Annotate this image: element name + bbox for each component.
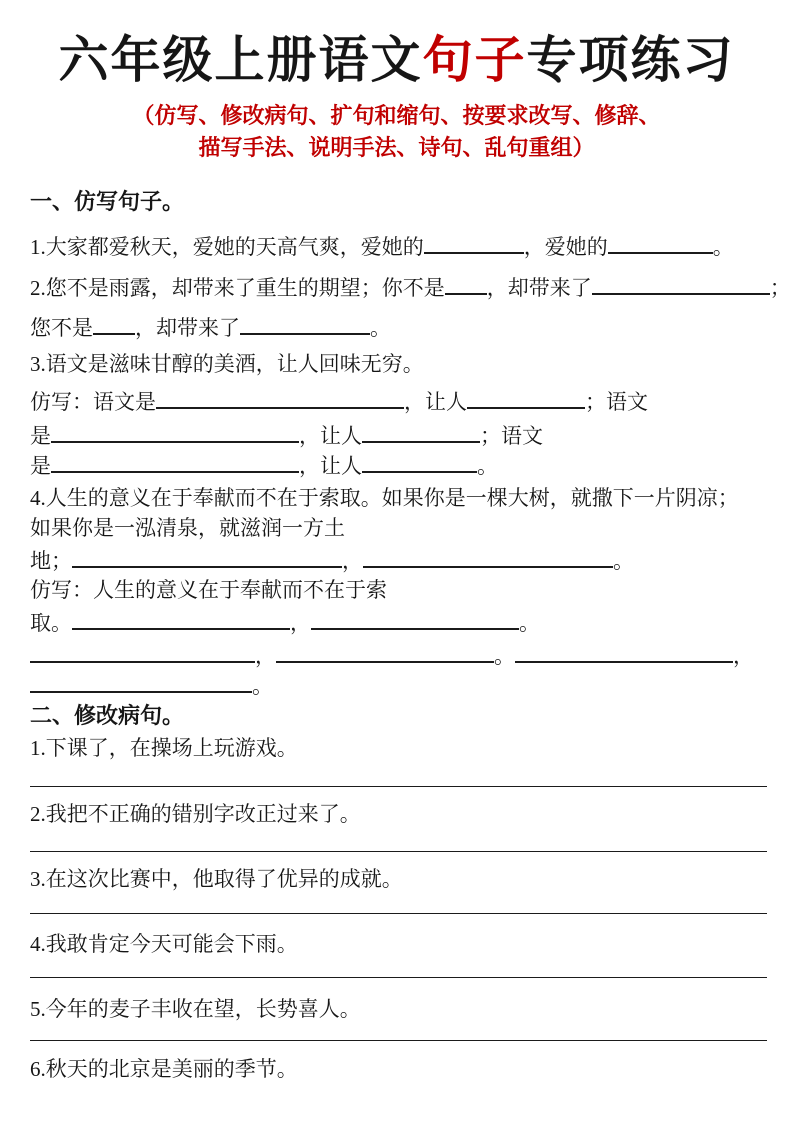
fill-in-blank — [93, 312, 135, 335]
text-run: ；语文 — [480, 424, 543, 448]
s1-item4-line7 — [30, 670, 767, 700]
answer-line-3 — [30, 913, 767, 914]
s1-item3-line2 — [30, 386, 767, 416]
text-run: 2.您不是雨露，却带来了重生的期望；你不是 — [30, 276, 445, 300]
text-run: 。 — [252, 674, 273, 698]
s2-item3: 3.在这次比赛中，他取得了优异的成就。 — [30, 867, 403, 891]
s1-item3-line4 — [30, 450, 767, 480]
s1-item4-line4 — [30, 577, 767, 604]
text-run: 。 — [370, 316, 391, 340]
text-run: ，爱她的 — [523, 235, 608, 259]
answer-line-4 — [30, 977, 767, 978]
fill-in-blank — [51, 420, 299, 443]
fill-in-blank — [467, 386, 585, 409]
fill-in-blank — [445, 272, 487, 295]
fill-in-blank — [592, 272, 770, 295]
text-run: 。 — [613, 549, 634, 573]
text-run: ； — [769, 276, 791, 300]
fill-in-blank — [72, 607, 290, 630]
s1-item4-line2 — [30, 515, 767, 542]
text-run: ， — [255, 644, 276, 668]
title-highlight: 句子 — [422, 32, 527, 88]
text-run: 是 — [30, 454, 51, 478]
text-run: ， — [733, 644, 754, 668]
text-run: ，却带来了 — [135, 316, 240, 340]
text-run: ， — [342, 549, 363, 573]
text-run: 取。 — [30, 611, 72, 635]
title-post: 专项练习 — [526, 32, 735, 88]
s2-item5: 5.今年的麦子丰收在望，长势喜人。 — [30, 997, 361, 1021]
text-run: 。 — [477, 454, 498, 478]
s1-item3-line3 — [30, 420, 767, 450]
s1-item2-line1 — [30, 272, 791, 302]
answer-line-1 — [30, 786, 767, 787]
text-run: 地； — [30, 549, 72, 573]
text-run: 。 — [519, 611, 540, 635]
text-run: ，让人 — [299, 424, 362, 448]
s1-item3-line1 — [30, 351, 767, 378]
text-run: 仿写：人生的意义在于奉献而不在于索 — [30, 578, 387, 602]
s1-item4-line1 — [30, 485, 767, 512]
fill-in-blank — [362, 420, 480, 443]
fill-in-blank — [276, 640, 494, 663]
fill-in-blank — [424, 231, 524, 254]
fill-in-blank — [51, 450, 299, 473]
text-run: ，让人 — [299, 454, 362, 478]
fill-in-blank — [311, 607, 519, 630]
s2-item1: 1.下课了，在操场上玩游戏。 — [30, 736, 298, 760]
section1-heading: 一、仿写句子。 — [30, 189, 185, 214]
fill-in-blank — [156, 386, 404, 409]
section2-heading: 二、修改病句。 — [30, 703, 185, 728]
text-run: ；语文 — [585, 390, 648, 414]
subtitle-line-1: （仿写、修改病句、扩句和缩句、按要求改写、修辞、 — [132, 103, 661, 128]
text-run: 您不是 — [30, 316, 93, 340]
text-run: ，让人 — [404, 390, 467, 414]
text-run: 是 — [30, 424, 51, 448]
s1-item1-line — [30, 231, 767, 261]
s1-item2-line2 — [30, 312, 767, 342]
text-run: 如果你是一泓清泉，就滋润一方土 — [30, 516, 345, 540]
fill-in-blank — [515, 640, 733, 663]
s2-item2: 2.我把不正确的错别字改正过来了。 — [30, 802, 361, 826]
title-pre: 六年级上册语文 — [58, 32, 423, 88]
s1-item4-line3 — [30, 545, 767, 575]
subtitle-line-2: 描写手法、说明手法、诗句、乱句重组） — [198, 135, 595, 160]
fill-in-blank — [72, 545, 342, 568]
text-run: 3.语文是滋味甘醇的美酒，让人回味无穷。 — [30, 352, 424, 376]
s1-item4-line6 — [30, 640, 767, 670]
s1-item4-line5 — [30, 607, 767, 637]
text-run: 。 — [712, 235, 734, 259]
text-run: ， — [290, 611, 311, 635]
text-run: 仿写：语文是 — [30, 390, 156, 414]
answer-line-2 — [30, 851, 767, 852]
fill-in-blank — [30, 670, 252, 693]
text-run: 4.人生的意义在于奉献而不在于索取。如果你是一棵大树，就撒下一片阴凉； — [30, 486, 739, 510]
answer-line-5 — [30, 1040, 767, 1041]
text-run: ，却带来了 — [486, 276, 592, 300]
fill-in-blank — [363, 545, 613, 568]
page-title — [0, 20, 793, 92]
s2-item4: 4.我敢肯定今天可能会下雨。 — [30, 932, 298, 956]
s2-item6: 6.秋天的北京是美丽的季节。 — [30, 1057, 298, 1081]
text-run: 1.大家都爱秋天，爱她的天高气爽，爱她的 — [30, 235, 424, 259]
fill-in-blank — [240, 312, 370, 335]
fill-in-blank — [362, 450, 477, 473]
fill-in-blank — [30, 640, 255, 663]
text-run: 。 — [494, 644, 515, 668]
fill-in-blank — [608, 231, 713, 254]
